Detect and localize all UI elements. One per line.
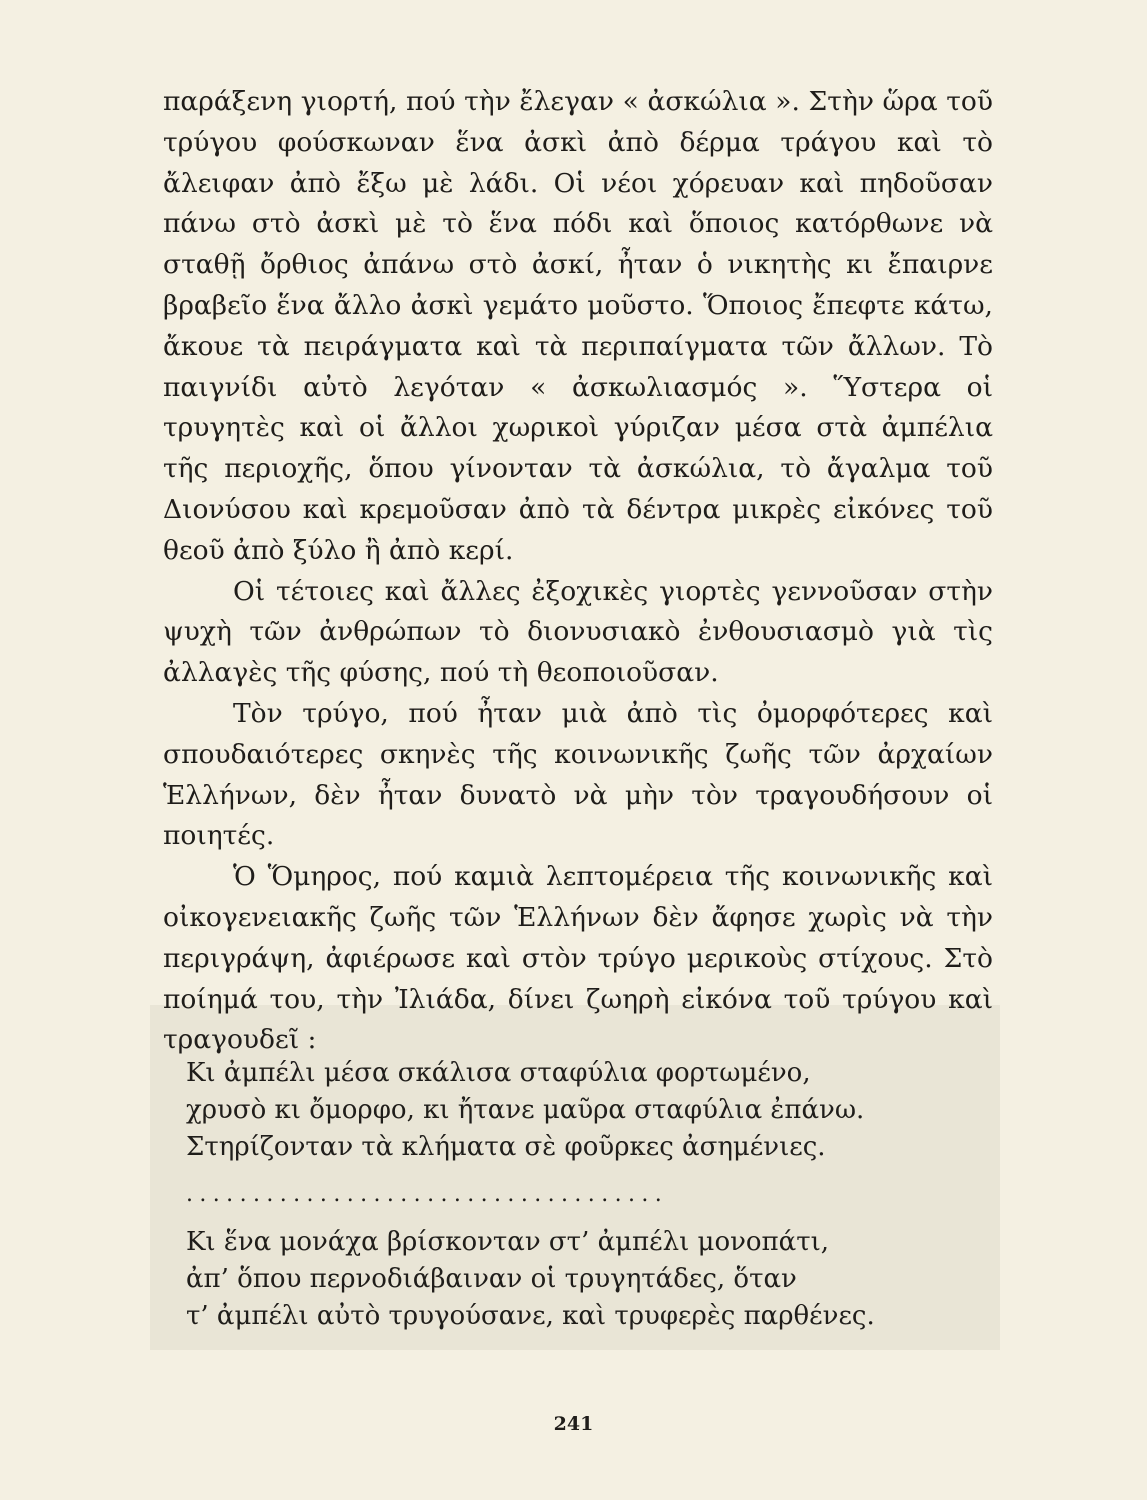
- poem-line: Στηρίζονταν τὰ κλήματα σὲ φοῦρκες ἀσημένιες.: [186, 1132, 826, 1162]
- poem-line: ἀπ’ ὅπου περνοδιάβαιναν οἱ τρυγητάδες, ὅταν: [186, 1264, 797, 1294]
- poem-line: τ’ ἀμπέλι αὐτὸ τρυγούσανε, καὶ τρυφερὲς παρθένες.: [186, 1301, 875, 1331]
- poem-ellipsis: ....................................: [186, 1182, 669, 1207]
- poem-line: Κι ἀμπέλι μέσα σκάλισα σταφύλια φορτωμένο,: [186, 1058, 811, 1088]
- paragraph-askolia: παράξενη γιορτή, πού τὴν ἔλεγαν « ἀσκώλια ». Στὴν ὥρα τοῦ τρύγου φούσκωναν ἕνα ἀσκὶ ἀπὸ δέρμα τράγου καὶ τὸ ἄλειφαν ἀπὸ ἔξω μὲ λάδι. Οἱ νέοι χόρευαν καὶ πηδοῦσαν πάνω στὸ ἀσκὶ μὲ τὸ ἕνα πόδι καὶ ὅποιος κατόρθωνε νὰ σταθῇ ὄρθιος ἀπάνω στὸ ἀσκί, ἦταν ὁ νικητὴς κι ἔπαιρνε βραβεῖο ἕνα ἄλλο ἀσκὶ γεμάτο μοῦστο. Ὅποιος ἔπεφτε κάτω, ἄκουε τὰ πειράγματα καὶ τὰ περιπαίγματα τῶν ἄλλων. Τὸ παιγνίδι αὐτὸ λεγόταν « ἀσκωλιασμός ». Ὕστερα οἱ τρυγητὲς καὶ οἱ ἄλλοι χωρικοὶ γύριζαν μέσα στὰ ἀμπέλια τῆς περιοχῆς, ὅπου γίνονταν τὰ ἀσκώλια, τὸ ἄγαλμα τοῦ Διονύσου καὶ κρεμοῦσαν ἀπὸ τὰ δέντρα μικρὲς εἰκόνες τοῦ θεοῦ ἀπὸ ξύλο ἢ ἀπὸ κερί.: [163, 86, 993, 566]
- poem-quote: [186, 1055, 886, 1335]
- poem-line: χρυσὸ κι ὄμορφο, κι ἤτανε μαῦρα σταφύλια ἐπάνω.: [186, 1095, 865, 1125]
- paragraph-festivals: Οἱ τέτοιες καὶ ἄλλες ἐξοχικὲς γιορτὲς γεννοῦσαν στὴν ψυχὴ τῶν ἀνθρώπων τὸ διονυσιακὸ ἐνθουσιασμὸ γιὰ τὶς ἀλλαγὲς τῆς φύσης, πού τὴ θεοποιοῦσαν.: [163, 575, 993, 689]
- page-number: 241: [553, 1413, 594, 1435]
- paragraph-homer: Ὁ Ὅμηρος, πού καμιὰ λεπτομέρεια τῆς κοινωνικῆς καὶ οἰκογενειακῆς ζωῆς τῶν Ἑλλήνων δὲν ἄφησε χωρὶς νὰ τὴν περιγράψη, ἀφιέρωσε καὶ στὸν τρύγο μερικοὺς στίχους. Στὸ ποίημά του, τὴν Ἰλιάδα, δίνει ζωηρὴ εἰκόνα τοῦ τρύγου καὶ τραγουδεῖ :: [163, 861, 993, 1056]
- body-text: [163, 82, 993, 1061]
- paragraph-harvest: Τὸν τρύγο, πού ἦταν μιὰ ἀπὸ τὶς ὀμορφότερες καὶ σπουδαιότερες σκηνὲς τῆς κοινωνικῆς ζωῆς τῶν ἀρχαίων Ἑλλήνων, δὲν ἦταν δυνατὸ νὰ μὴν τὸν τραγουδήσουν οἱ ποιητές.: [163, 697, 993, 852]
- poem-line: Κι ἕνα μονάχα βρίσκονταν στ’ ἀμπέλι μονοπάτι,: [186, 1227, 830, 1257]
